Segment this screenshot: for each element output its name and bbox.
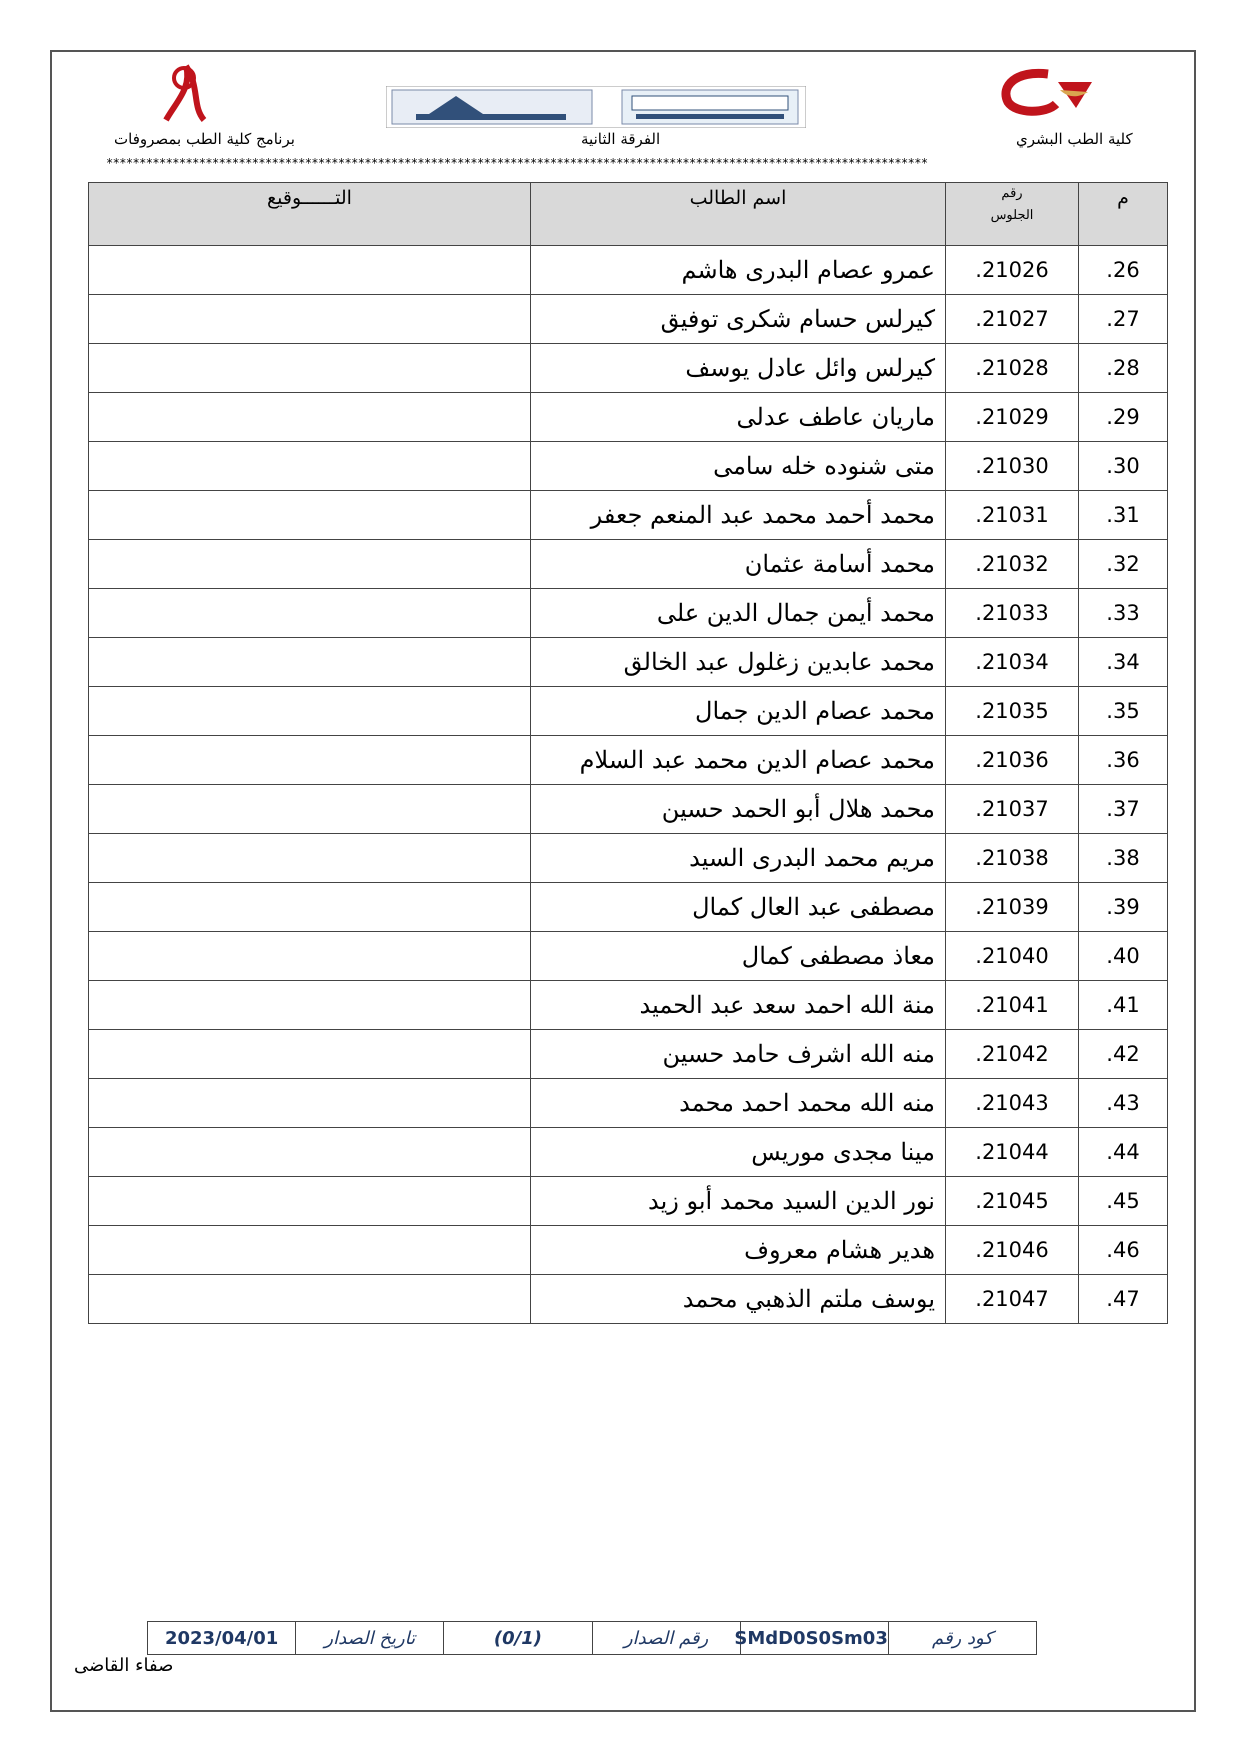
row-signature-cell[interactable] bbox=[89, 491, 531, 540]
row-index: 42. bbox=[1079, 1030, 1168, 1079]
table-row bbox=[89, 785, 1168, 834]
table-row bbox=[89, 540, 1168, 589]
row-student-name: يوسف ملتم الذهبي محمد bbox=[531, 1275, 946, 1324]
row-index: 39. bbox=[1079, 883, 1168, 932]
table-row bbox=[89, 1030, 1168, 1079]
row-seat-number: 21030. bbox=[946, 442, 1079, 491]
row-index: 36. bbox=[1079, 736, 1168, 785]
row-signature-cell[interactable] bbox=[89, 540, 531, 589]
accreditation-logos bbox=[386, 86, 806, 128]
row-index: 43. bbox=[1079, 1079, 1168, 1128]
row-student-name: نور الدين السيد محمد أبو زيد bbox=[531, 1177, 946, 1226]
row-signature-cell[interactable] bbox=[89, 736, 531, 785]
row-index: 33. bbox=[1079, 589, 1168, 638]
table-row bbox=[89, 638, 1168, 687]
header-seat bbox=[946, 183, 1079, 246]
header-name: اسم الطالب bbox=[531, 183, 946, 246]
table-row bbox=[89, 883, 1168, 932]
table-row bbox=[89, 295, 1168, 344]
row-index: 31. bbox=[1079, 491, 1168, 540]
row-index: 34. bbox=[1079, 638, 1168, 687]
row-signature-cell[interactable] bbox=[89, 834, 531, 883]
header-seat-top: رقم bbox=[1001, 186, 1023, 201]
row-seat-number: 21031. bbox=[946, 491, 1079, 540]
row-index: 40. bbox=[1079, 932, 1168, 981]
row-signature-cell[interactable] bbox=[89, 589, 531, 638]
table-row bbox=[89, 932, 1168, 981]
row-seat-number: 21029. bbox=[946, 393, 1079, 442]
header-signature: التــــــوقيع bbox=[89, 183, 531, 246]
row-index: 38. bbox=[1079, 834, 1168, 883]
row-seat-number: 21044. bbox=[946, 1128, 1079, 1177]
university-logo-right bbox=[996, 68, 1106, 116]
row-signature-cell[interactable] bbox=[89, 638, 531, 687]
table-row bbox=[89, 442, 1168, 491]
table-row bbox=[89, 1128, 1168, 1177]
table-row bbox=[89, 1275, 1168, 1324]
row-student-name: محمد عصام الدين جمال bbox=[531, 687, 946, 736]
row-student-name: ماريان عاطف عدلى bbox=[531, 393, 946, 442]
row-index: 27. bbox=[1079, 295, 1168, 344]
row-signature-cell[interactable] bbox=[89, 442, 531, 491]
row-seat-number: 21037. bbox=[946, 785, 1079, 834]
row-signature-cell[interactable] bbox=[89, 785, 531, 834]
row-seat-number: 21041. bbox=[946, 981, 1079, 1030]
row-student-name: منه الله محمد احمد محمد bbox=[531, 1079, 946, 1128]
row-student-name: هدير هشام معروف bbox=[531, 1226, 946, 1275]
row-signature-cell[interactable] bbox=[89, 246, 531, 295]
table-row bbox=[89, 393, 1168, 442]
row-signature-cell[interactable] bbox=[89, 687, 531, 736]
row-seat-number: 21043. bbox=[946, 1079, 1079, 1128]
row-signature-cell[interactable] bbox=[89, 1275, 531, 1324]
header-seat-bottom: الجلوس bbox=[990, 208, 1034, 223]
row-signature-cell[interactable] bbox=[89, 344, 531, 393]
separator-stars: **************************************************************************************************************************** bbox=[106, 156, 928, 170]
row-student-name: معاذ مصطفى كمال bbox=[531, 932, 946, 981]
row-index: 35. bbox=[1079, 687, 1168, 736]
table-row bbox=[89, 246, 1168, 295]
row-seat-number: 21046. bbox=[946, 1226, 1079, 1275]
document-control-table bbox=[147, 1621, 1037, 1655]
row-student-name: منه الله اشرف حامد حسين bbox=[531, 1030, 946, 1079]
row-student-name: منة الله احمد سعد عبد الحميد bbox=[531, 981, 946, 1030]
row-seat-number: 21045. bbox=[946, 1177, 1079, 1226]
table-row bbox=[89, 834, 1168, 883]
header-index: م bbox=[1079, 183, 1168, 246]
row-student-name: كيرلس وائل عادل يوسف bbox=[531, 344, 946, 393]
row-seat-number: 21026. bbox=[946, 246, 1079, 295]
row-index: 37. bbox=[1079, 785, 1168, 834]
row-index: 30. bbox=[1079, 442, 1168, 491]
row-index: 28. bbox=[1079, 344, 1168, 393]
row-seat-number: 21032. bbox=[946, 540, 1079, 589]
row-student-name: محمد أسامة عثمان bbox=[531, 540, 946, 589]
student-table bbox=[88, 182, 1168, 1324]
row-student-name: محمد أحمد محمد عبد المنعم جعفر bbox=[531, 491, 946, 540]
row-signature-cell[interactable] bbox=[89, 1177, 531, 1226]
row-index: 45. bbox=[1079, 1177, 1168, 1226]
issue-date-value: 2023/04/01 bbox=[148, 1622, 296, 1655]
row-seat-number: 21040. bbox=[946, 932, 1079, 981]
row-signature-cell[interactable] bbox=[89, 393, 531, 442]
row-index: 26. bbox=[1079, 246, 1168, 295]
row-seat-number: 21027. bbox=[946, 295, 1079, 344]
issue-number-label: رقم الصدار bbox=[592, 1622, 740, 1655]
academic-year: الفرقة الثانية bbox=[581, 130, 661, 148]
row-student-name: مريم محمد البدرى السيد bbox=[531, 834, 946, 883]
table-row bbox=[89, 1177, 1168, 1226]
row-index: 32. bbox=[1079, 540, 1168, 589]
program-name: برنامج كلية الطب بمصروفات bbox=[114, 130, 295, 148]
row-signature-cell[interactable] bbox=[89, 1079, 531, 1128]
table-row bbox=[89, 1079, 1168, 1128]
row-index: 41. bbox=[1079, 981, 1168, 1030]
row-index: 44. bbox=[1079, 1128, 1168, 1177]
row-seat-number: 21047. bbox=[946, 1275, 1079, 1324]
row-student-name: محمد عابدين زغلول عبد الخالق bbox=[531, 638, 946, 687]
row-signature-cell[interactable] bbox=[89, 1128, 531, 1177]
row-student-name: عمرو عصام البدرى هاشم bbox=[531, 246, 946, 295]
row-student-name: محمد أيمن جمال الدين على bbox=[531, 589, 946, 638]
row-index: 46. bbox=[1079, 1226, 1168, 1275]
row-signature-cell[interactable] bbox=[89, 295, 531, 344]
row-student-name: متى شنوده خله سامى bbox=[531, 442, 946, 491]
code-label: كود رقم bbox=[888, 1622, 1036, 1655]
code-value: SMdD0S0Sm03 bbox=[740, 1622, 888, 1655]
table-row bbox=[89, 491, 1168, 540]
medicine-logo-left bbox=[152, 58, 212, 126]
row-seat-number: 21034. bbox=[946, 638, 1079, 687]
signatory-name: صفاء القاضى bbox=[74, 1655, 174, 1676]
row-seat-number: 21039. bbox=[946, 883, 1079, 932]
row-seat-number: 21033. bbox=[946, 589, 1079, 638]
row-student-name: مصطفى عبد العال كمال bbox=[531, 883, 946, 932]
table-row bbox=[89, 687, 1168, 736]
row-index: 47. bbox=[1079, 1275, 1168, 1324]
row-seat-number: 21028. bbox=[946, 344, 1079, 393]
row-signature-cell[interactable] bbox=[89, 981, 531, 1030]
table-row bbox=[89, 1226, 1168, 1275]
issue-date-label: تاريخ الصدار bbox=[296, 1622, 444, 1655]
row-seat-number: 21036. bbox=[946, 736, 1079, 785]
table-header-row bbox=[89, 183, 1168, 246]
row-index: 29. bbox=[1079, 393, 1168, 442]
faculty-name: كلية الطب البشري bbox=[1016, 130, 1133, 148]
row-signature-cell[interactable] bbox=[89, 932, 531, 981]
row-student-name: محمد هلال أبو الحمد حسين bbox=[531, 785, 946, 834]
row-seat-number: 21035. bbox=[946, 687, 1079, 736]
table-row bbox=[89, 981, 1168, 1030]
issue-number-value: (0/1) bbox=[444, 1622, 592, 1655]
row-signature-cell[interactable] bbox=[89, 883, 531, 932]
row-student-name: محمد عصام الدين محمد عبد السلام bbox=[531, 736, 946, 785]
row-student-name: كيرلس حسام شكرى توفيق bbox=[531, 295, 946, 344]
row-seat-number: 21042. bbox=[946, 1030, 1079, 1079]
row-seat-number: 21038. bbox=[946, 834, 1079, 883]
row-signature-cell[interactable] bbox=[89, 1030, 531, 1079]
row-student-name: مينا مجدى موريس bbox=[531, 1128, 946, 1177]
table-row bbox=[89, 344, 1168, 393]
table-row bbox=[89, 736, 1168, 785]
table-row bbox=[89, 589, 1168, 638]
row-signature-cell[interactable] bbox=[89, 1226, 531, 1275]
